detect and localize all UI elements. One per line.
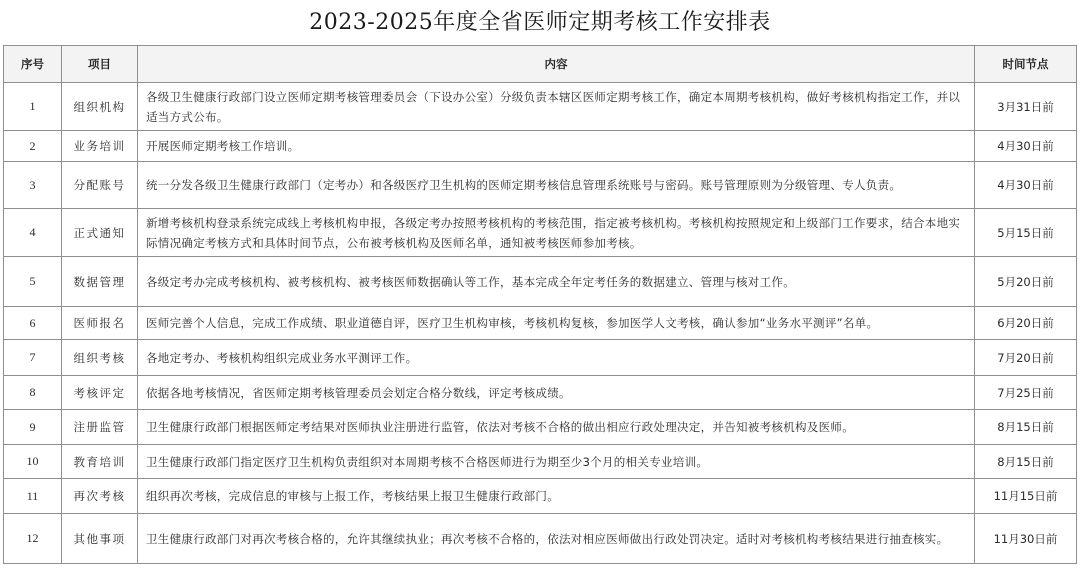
row-deadline: 3月31日前 (975, 83, 1077, 131)
row-content: 卫生健康行政部门根据医师定考结果对医师执业注册进行监管，依法对考核不合格的做出相应行政处理决定，并告知被考核机构及医师。 (138, 410, 975, 445)
row-content: 依据各地考核情况，省医师定期考核管理委员会划定合格分数线，评定考核成绩。 (138, 376, 975, 410)
row-item: 注册监管 (62, 410, 138, 445)
row-item: 正式通知 (62, 209, 138, 257)
row-number: 10 (4, 445, 62, 479)
page-title: 2023-2025年度全省医师定期考核工作安排表 (309, 10, 771, 35)
row-content: 卫生健康行政部门对再次考核合格的，允许其继续执业；再次考核不合格的，依法对相应医师做出行政处罚决定。适时对考核机构考核结果进行抽查核实。 (138, 514, 975, 564)
row-deadline: 7月25日前 (975, 376, 1077, 410)
row-number: 12 (4, 514, 62, 564)
row-deadline: 8月15日前 (975, 410, 1077, 445)
row-content: 开展医师定期考核工作培训。 (138, 131, 975, 162)
table-row (4, 340, 1077, 376)
row-item: 数据管理 (62, 257, 138, 307)
schedule-table (3, 45, 1077, 564)
row-deadline: 11月15日前 (975, 479, 1077, 514)
row-number: 9 (4, 410, 62, 445)
row-item: 组织考核 (62, 340, 138, 376)
row-item: 再次考核 (62, 479, 138, 514)
table-row (4, 479, 1077, 514)
table-row (4, 162, 1077, 209)
table-row (4, 410, 1077, 445)
row-item: 分配账号 (62, 162, 138, 209)
row-item: 教育培训 (62, 445, 138, 479)
table-header-row (4, 46, 1077, 83)
row-item: 业务培训 (62, 131, 138, 162)
row-deadline: 5月20日前 (975, 257, 1077, 307)
row-item: 其他事项 (62, 514, 138, 564)
table-row (4, 445, 1077, 479)
row-content: 新增考核机构登录系统完成线上考核机构申报，各级定考办按照考核机构的考核范围，指定被考核机构。考核机构按照规定和上级部门工作要求，结合本地实际情况确定考核方式和具体时间节点，公布被考核机构及医师名单，通知被考核医师参加考核。 (138, 209, 975, 257)
row-number: 5 (4, 257, 62, 307)
row-content: 统一分发各级卫生健康行政部门（定考办）和各级医疗卫生机构的医师定期考核信息管理系统账号与密码。账号管理原则为分级管理、专人负责。 (138, 162, 975, 209)
row-content: 卫生健康行政部门指定医疗卫生机构负责组织对本周期考核不合格医师进行为期至少3个月的相关专业培训。 (138, 445, 975, 479)
row-number: 1 (4, 83, 62, 131)
row-deadline: 11月30日前 (975, 514, 1077, 564)
row-deadline: 8月15日前 (975, 445, 1077, 479)
table-row (4, 514, 1077, 564)
row-number: 8 (4, 376, 62, 410)
row-deadline: 6月20日前 (975, 307, 1077, 340)
row-number: 7 (4, 340, 62, 376)
table-row (4, 257, 1077, 307)
row-item: 组织机构 (62, 83, 138, 131)
table-row (4, 131, 1077, 162)
row-number: 3 (4, 162, 62, 209)
row-number: 2 (4, 131, 62, 162)
row-deadline: 5月15日前 (975, 209, 1077, 257)
row-item: 考核评定 (62, 376, 138, 410)
row-number: 11 (4, 479, 62, 514)
row-number: 6 (4, 307, 62, 340)
table-row (4, 376, 1077, 410)
row-deadline: 7月20日前 (975, 340, 1077, 376)
row-content: 组织再次考核，完成信息的审核与上报工作，考核结果上报卫生健康行政部门。 (138, 479, 975, 514)
table-row (4, 307, 1077, 340)
table-row (4, 83, 1077, 131)
column-header-item: 项目 (62, 46, 138, 83)
table-row (4, 209, 1077, 257)
row-item: 医师报名 (62, 307, 138, 340)
row-content: 各级定考办完成考核机构、被考核机构、被考核医师数据确认等工作，基本完成全年定考任务的数据建立、管理与核对工作。 (138, 257, 975, 307)
row-content: 各级卫生健康行政部门设立医师定期考核管理委员会（下设办公室）分级负责本辖区医师定期考核工作，确定本周期考核机构，做好考核机构指定工作，并以适当方式公布。 (138, 83, 975, 131)
row-deadline: 4月30日前 (975, 162, 1077, 209)
column-header-time: 时间节点 (975, 46, 1077, 83)
row-content: 医师完善个人信息，完成工作成绩、职业道德自评，医疗卫生机构审核，考核机构复核，参加医学人文考核，确认参加“业务水平测评”名单。 (138, 307, 975, 340)
row-number: 4 (4, 209, 62, 257)
row-content: 各地定考办、考核机构组织完成业务水平测评工作。 (138, 340, 975, 376)
column-header-content: 内容 (138, 46, 975, 83)
column-header-no: 序号 (4, 46, 62, 83)
row-deadline: 4月30日前 (975, 131, 1077, 162)
